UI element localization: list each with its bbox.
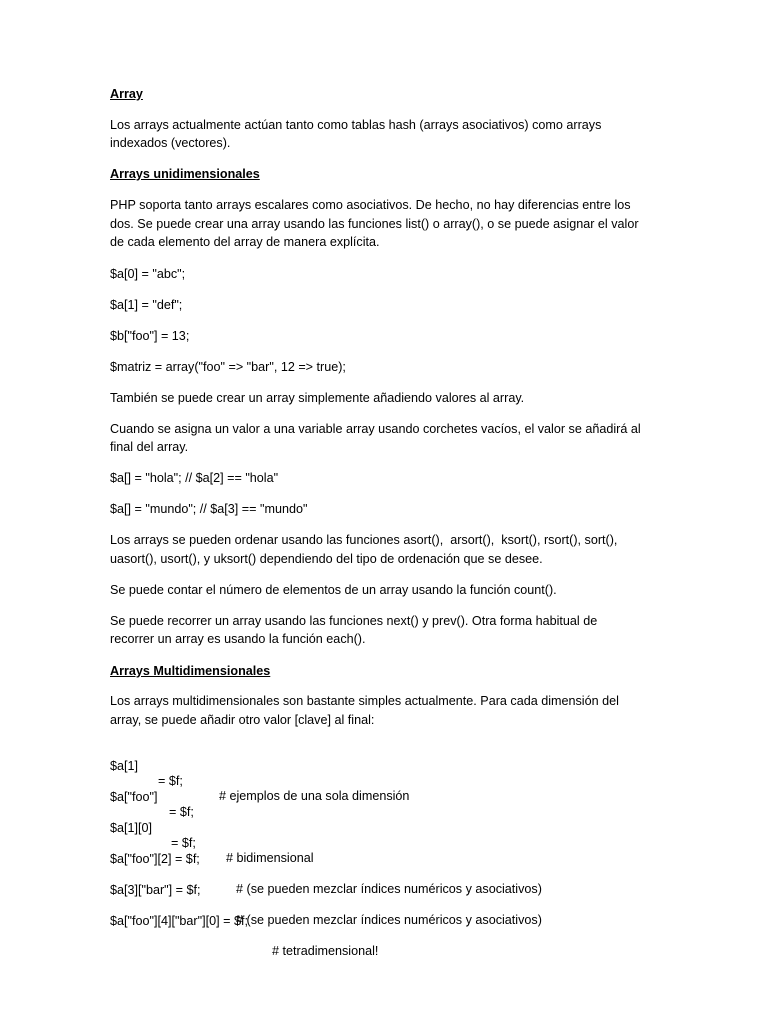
code-line: $a[] = "hola"; // $a[2] == "hola": [110, 471, 279, 485]
code-line: $a[0] = "abc";: [110, 267, 186, 281]
paragraph-line: uasort(), usort(), y uksort() dependiendo del tipo de ordenación que se desee.: [110, 552, 543, 566]
paragraph-line: También se puede crear un array simplemente añadiendo valores al array.: [110, 391, 525, 405]
paragraph-line: de cada elemento del array de manera explícita.: [110, 235, 380, 249]
code-line: $matriz = array("foo" => "bar", 12 => true);: [110, 360, 346, 374]
paragraph-line: Los arrays actualmente actúan tanto como tablas hash (arrays asociativos) como arrays: [110, 118, 602, 132]
multi-code: $a[1][0]: [110, 821, 153, 835]
paragraph-line: PHP soporta tanto arrays escalares como asociativos. De hecho, no hay diferencias entre los: [110, 198, 631, 212]
multi-code: $a[1]: [110, 759, 139, 773]
paragraph-line: indexados (vectores).: [110, 136, 231, 150]
heading-multidimensional: Arrays Multidimensionales: [110, 664, 271, 678]
multi-code: $a["foo"][2] = $f;: [110, 852, 200, 866]
multi-assign: = $f;: [169, 805, 194, 819]
paragraph-line: Los arrays multidimensionales son bastante simples actualmente. Para cada dimensión del: [110, 694, 619, 708]
heading-unidimensional: Arrays unidimensionales: [110, 167, 260, 181]
heading-array: Array: [110, 87, 143, 101]
multi-assign: = $f;: [171, 836, 196, 850]
paragraph-line: Se puede recorrer un array usando las funciones next() y prev(). Otra forma habitual de: [110, 614, 598, 628]
multi-comment: # ejemplos de una sola dimensión: [219, 789, 410, 803]
paragraph-line: final del array.: [110, 440, 189, 454]
multi-comment: # tetradimensional!: [272, 944, 379, 958]
multi-assign: = $f;: [158, 774, 183, 788]
paragraph-line: dos. Se puede crear una array usando las funciones list() o array(), o se puede asignar el valor: [110, 217, 639, 231]
code-line: $b["foo"] = 13;: [110, 329, 190, 343]
multi-code: $a[3]["bar"] = $f;: [110, 883, 201, 897]
paragraph-line: Se puede contar el número de elementos de un array usando la función count().: [110, 583, 557, 597]
paragraph-line: Los arrays se pueden ordenar usando las funciones asort(), arsort(), ksort(), rsort(), sort(),: [110, 533, 618, 547]
paragraph-line: array, se puede añadir otro valor [clave] al final:: [110, 713, 375, 727]
multi-example-row: [110, 899, 710, 974]
multi-code: $a["foo"]: [110, 790, 158, 804]
multi-comment: # (se pueden mezclar índices numéricos y asociativos): [236, 882, 542, 896]
paragraph-line: Cuando se asigna un valor a una variable array usando corchetes vacíos, el valor se añadirá al: [110, 422, 641, 436]
code-line: $a[] = "mundo"; // $a[3] == "mundo": [110, 502, 308, 516]
paragraph-line: recorrer un array es usando la función each().: [110, 632, 366, 646]
multi-comment: # (se pueden mezclar índices numéricos y asociativos): [236, 913, 542, 927]
multi-comment: # bidimensional: [226, 851, 314, 865]
code-line: $a[1] = "def";: [110, 298, 183, 312]
multi-code: $a["foo"][4]["bar"][0] = $f;: [110, 914, 248, 928]
